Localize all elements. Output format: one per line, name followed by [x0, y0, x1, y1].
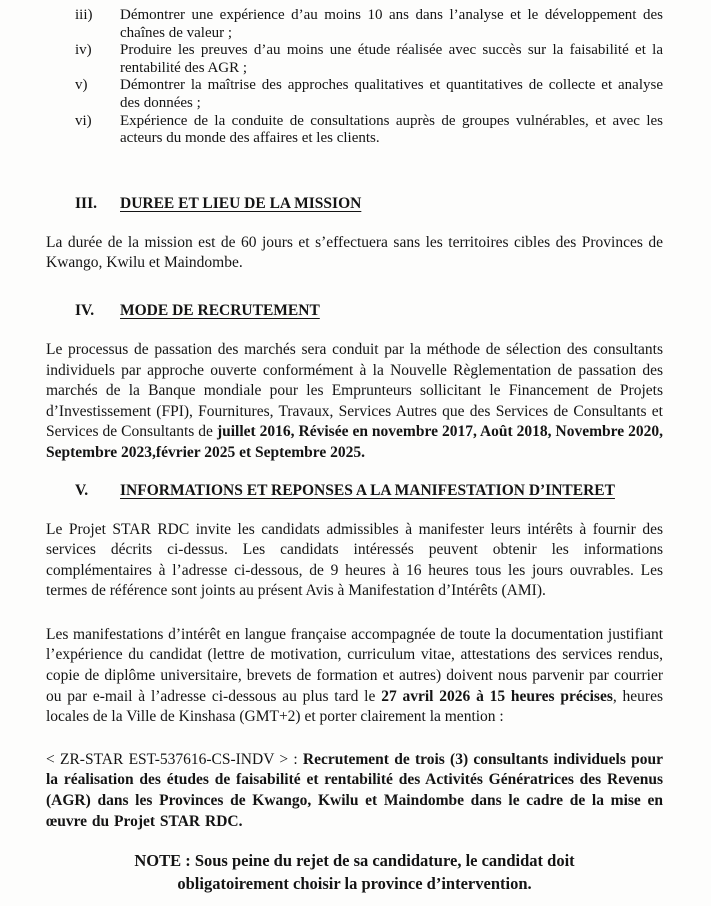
- paragraph-recrutement: [46, 340, 663, 464]
- list-marker: vi): [75, 112, 92, 129]
- paragraph-reference: [46, 750, 663, 832]
- list-item-text: Expérience de la conduite de consultations auprès de groupes vulnérables, et avec les acteurs du monde des affaires et les clients.: [120, 112, 663, 147]
- qualification-list: [46, 7, 663, 148]
- paragraph-recrutement-normal: Le processus de passation des marchés sera conduit par la méthode de sélection des consultants individuels par approche ouverte conformément à la Nouvelle Règlementation de passation des marchés de la Banque mondiale pour les Emprunteurs sollicitant le Financement de Projets d’Investissement (FPI), Fournitures, Travaux, Services Autres que des Services de Consultants et Services de Consultants de: [46, 340, 663, 441]
- section-heading-informations: [46, 481, 663, 501]
- list-item: [46, 42, 663, 77]
- section-title: MODE DE RECRUTEMENT: [120, 301, 320, 319]
- section-number: V.: [75, 481, 89, 499]
- paragraph-recrutement-dates: juillet 2016, Révisée en novembre 2017, Août 2018, Novembre 2020, Septembre 2023,février 2025 et Septembre 2025.: [46, 423, 663, 461]
- list-item-text: Démontrer une expérience d’au moins 10 ans dans l’analyse et le développement des chaînes de valeur ;: [120, 7, 663, 41]
- section-number: III.: [75, 194, 97, 212]
- section-title: DUREE ET LIEU DE LA MISSION: [120, 194, 362, 212]
- list-item-text: Produire les preuves d’au moins une étude réalisée avec succès sur la faisabilité et la rentabilité des AGR ;: [120, 42, 663, 76]
- paragraph-soumission-deadline: 27 avril 2026 à 15 heures précises: [381, 687, 613, 705]
- list-marker: v): [75, 77, 88, 94]
- list-item-text: Démontrer la maîtrise des approches qualitatives et quantitatives de collecte et analyse des données ;: [120, 77, 663, 111]
- paragraph-soumission-normal2: , heures locales de la Ville de Kinshasa (GMT+2) et porter clairement la mention :: [46, 687, 664, 726]
- list-item: [46, 77, 663, 112]
- paragraph-invitation: Le Projet STAR RDC invite les candidats admissibles à manifester leurs intérêts à fournir des services décrits ci-dessus. Les candidats intéressés peuvent obtenir les informations complémentaires à l’adresse ci-dessous, de 9 heures à 16 heures tous les jours ouvrables. Les termes de référence sont joints au présent Avis à Manifestation d’Intérêts (AMI).: [46, 520, 663, 600]
- note-candidature: NOTE : Sous peine du rejet de sa candidature, le candidat doit obligatoirement choisir la province d’intervention.: [134, 851, 575, 894]
- paragraph-soumission-normal1: Les manifestations d’intérêt en langue française accompagnée de toute la documentation justifiant l’expérience du candidat (lettre de motivation, curriculum vitae, attestations des services rendus, copie de diplôme universitaire, brevets de formation et autres) doivent nous parvenir par courrier ou par e-mail à l’adresse ci-dessous au plus tard le: [46, 625, 663, 705]
- paragraph-duree: La durée de la mission est de 60 jours et s’effectuera sans les territoires cibles des Provinces de Kwango, Kwilu et Maindombe.: [46, 233, 663, 272]
- list-item: [46, 113, 663, 148]
- reference-mention: Recrutement de trois (3) consultants individuels pour la réalisation des études de faisabilité et rentabilité des Activités Génératrices des Revenus (AGR) dans les Provinces de Kwango, Kwilu et Maindombe dans le cadre de la mise en œuvre du Projet STAR RDC.: [46, 750, 663, 830]
- section-heading-recrutement: [46, 301, 663, 321]
- reference-code: < ZR-STAR EST-537616-CS-INDV > :: [46, 750, 303, 768]
- list-item: [46, 7, 663, 42]
- section-number: IV.: [75, 301, 95, 319]
- paragraph-soumission: [46, 625, 663, 728]
- section-title: INFORMATIONS ET REPONSES A LA MANIFESTATION D’INTERET: [120, 481, 615, 499]
- list-marker: iii): [75, 7, 93, 23]
- section-heading-duree: [46, 194, 663, 214]
- list-marker: iv): [75, 42, 92, 59]
